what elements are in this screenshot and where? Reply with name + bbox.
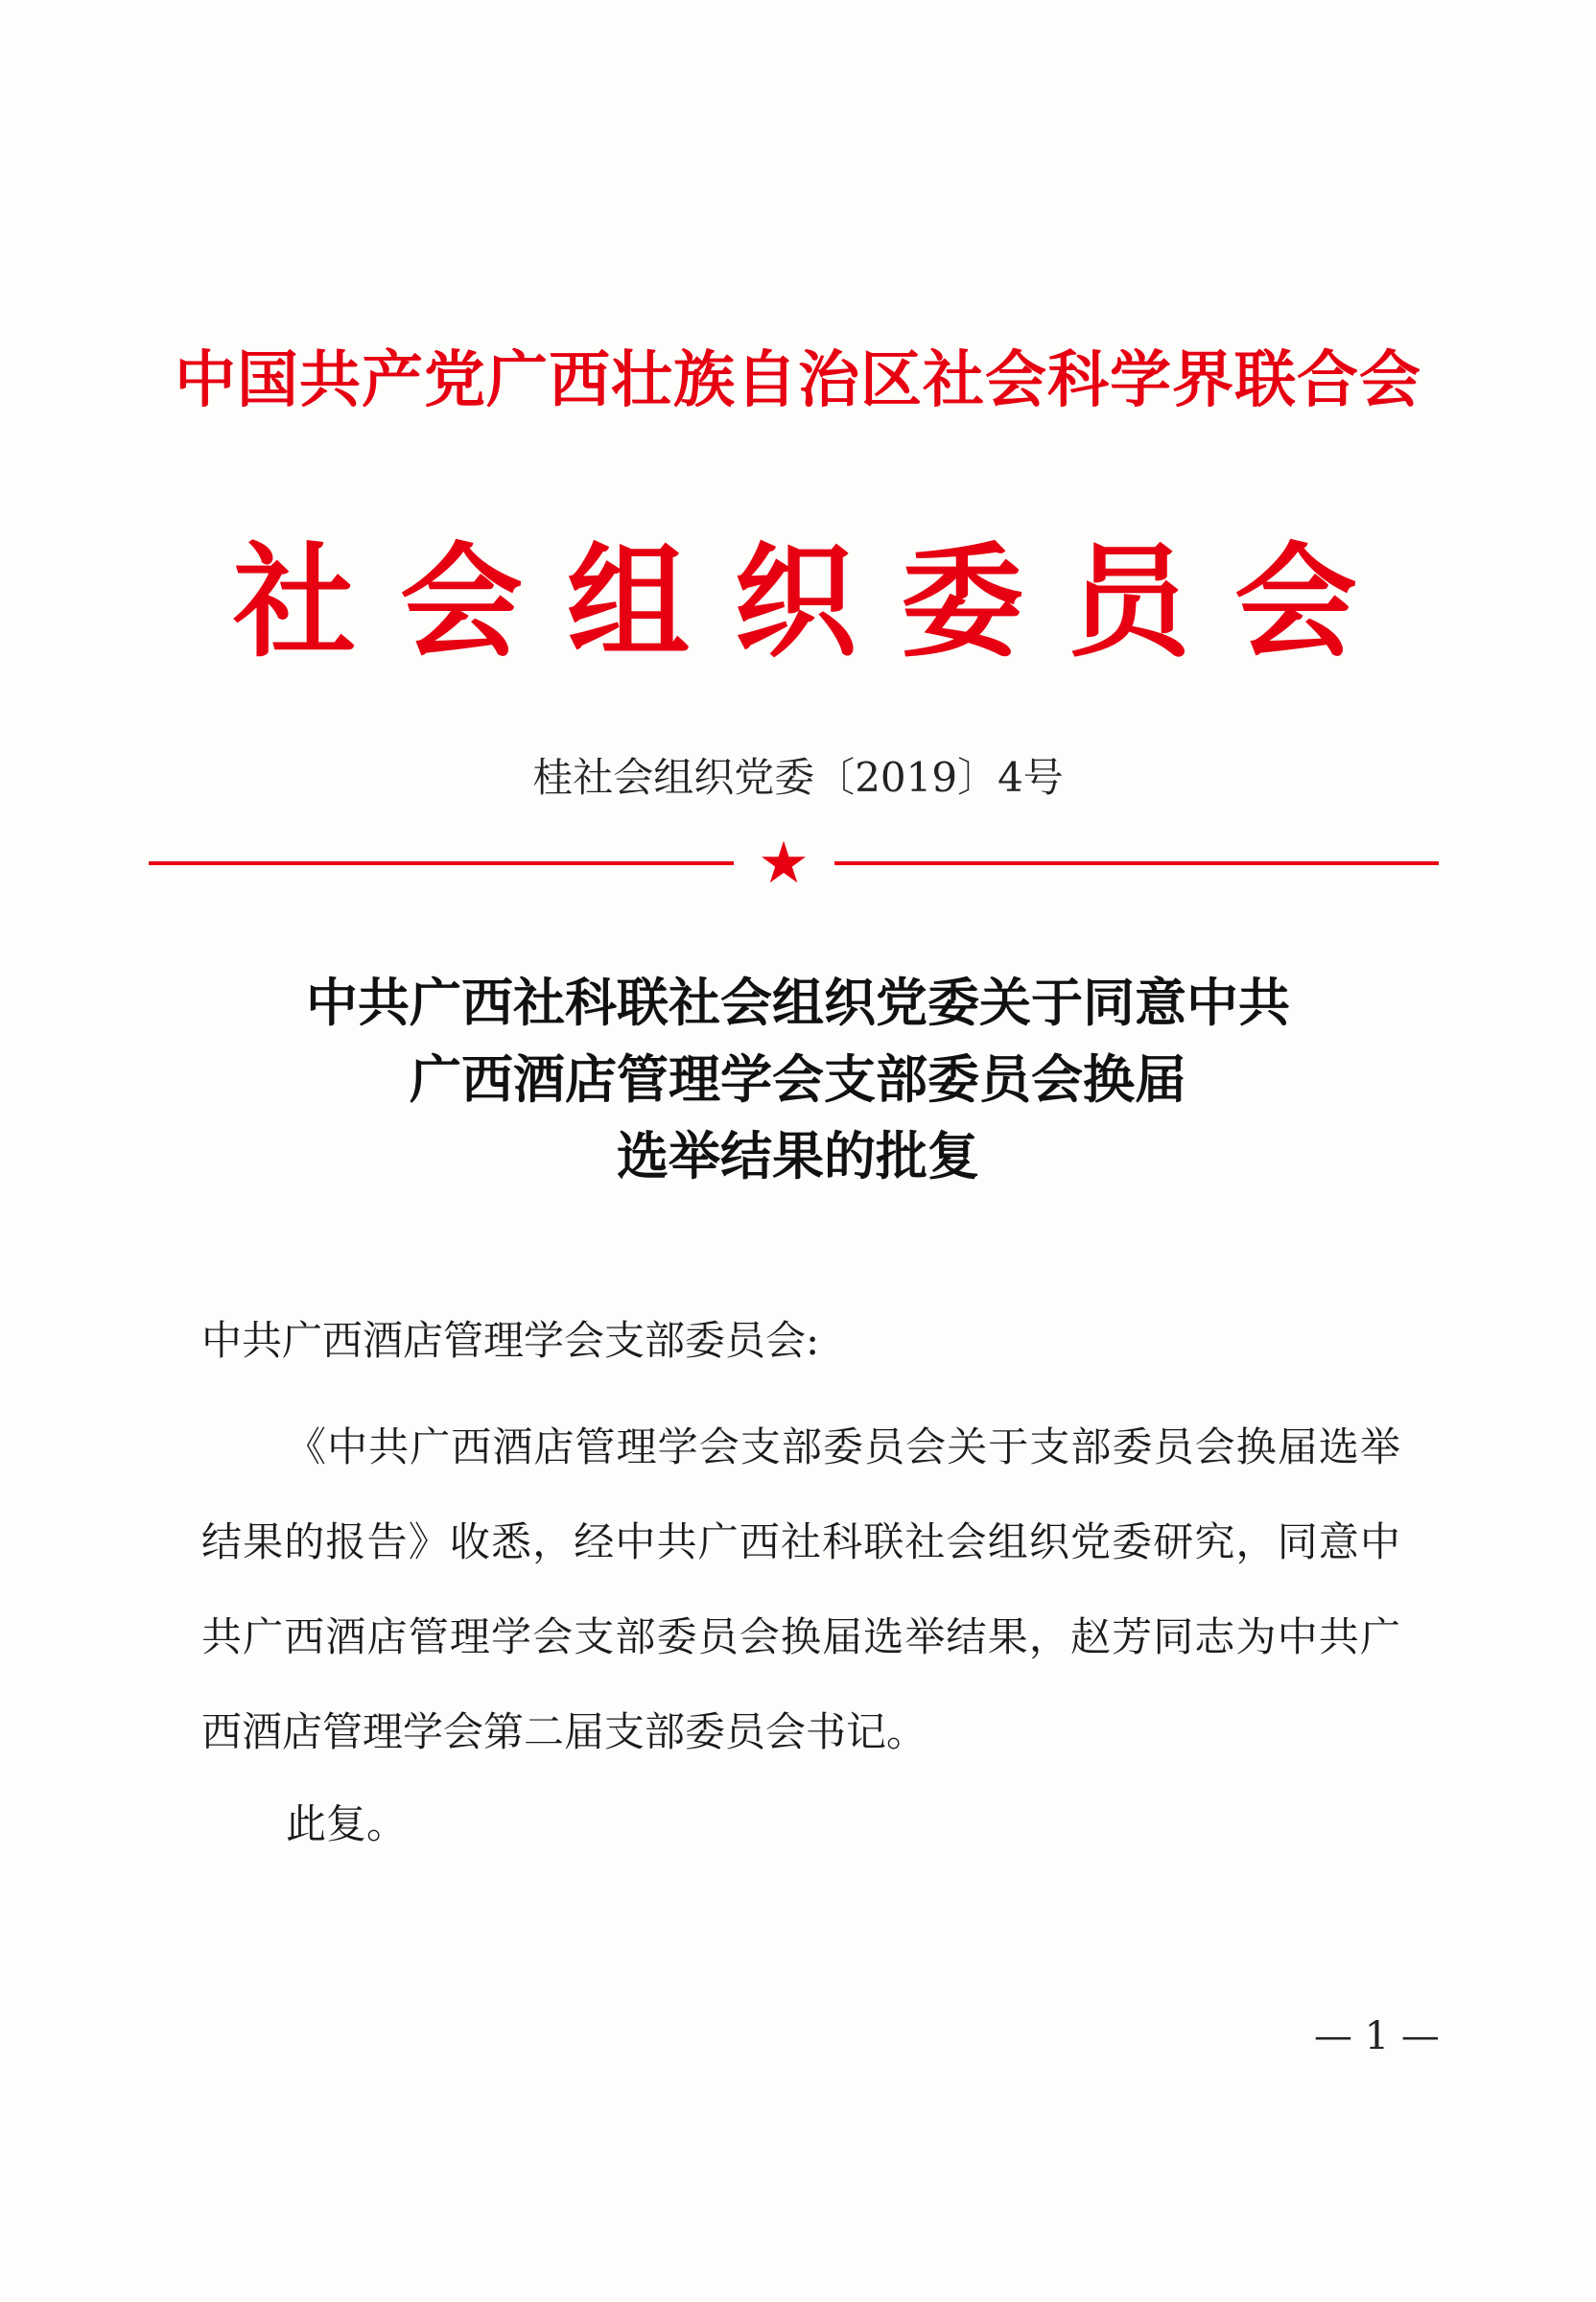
salutation: 中共广西酒店管理学会支部委员会: bbox=[201, 1317, 820, 1364]
issuing-committee: 社会组织委员会 bbox=[232, 530, 1401, 674]
title-line-1: 中共广西社科联社会组织党委关于同意中共 bbox=[306, 972, 1290, 1033]
document-number: 桂社会组织党委〔2019〕4号 bbox=[532, 754, 1064, 801]
star-icon: ★ bbox=[758, 830, 810, 897]
title-line-2: 广西酒店管理学会支部委员会换届 bbox=[410, 1048, 1186, 1110]
issuing-organization: 中国共产党广西壮族自治区社会科学界联合会 bbox=[175, 344, 1421, 416]
title-line-3: 选举结果的批复 bbox=[617, 1125, 979, 1186]
closing-remark: 此复。 bbox=[286, 1800, 408, 1847]
divider-line-left bbox=[149, 861, 734, 865]
divider-line-right bbox=[834, 861, 1439, 865]
document-title bbox=[0, 964, 1596, 1194]
document-body bbox=[201, 1309, 1400, 1856]
body-paragraph: 《中共广西酒店管理学会支部委员会关于支部委员会换届选举结果的报告》收悉，经中共广西社科联社会组织党委研究，同意中共广西酒店管理学会支部委员会换届选举结果，赵芳同志为中共广西酒店管理学会第二届支部委员会书记。 bbox=[201, 1423, 1400, 1755]
page-number: — 1 — bbox=[1314, 2014, 1440, 2058]
red-divider bbox=[149, 830, 1439, 897]
